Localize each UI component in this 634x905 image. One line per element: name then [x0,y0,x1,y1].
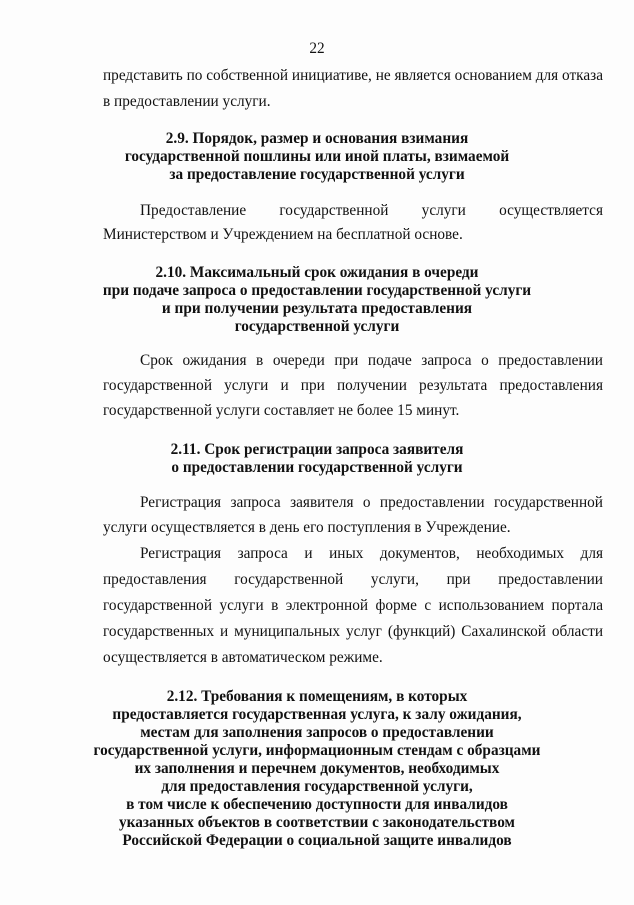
intro-line-1: представить по собственной инициативе, не является основанием для отказа [103,67,603,84]
section-2-10-heading-line-2: при подаче запроса о предоставлении государственной услуги [102,282,532,299]
section-2-11-para2-line-4: государственных и муниципальных услуг (функций) Сахалинской области [103,623,603,640]
section-2-12-heading-line-8: указанных объектов в соответствии с законодательством [119,814,515,831]
section-2-10-para-line-1: Срок ожидания в очереди при подаче запроса о предоставлении [140,352,603,369]
section-2-10-heading-line-3: и при получении результата предоставления [161,300,473,317]
section-2-11-heading-line-1: 2.11. Срок регистрации запроса заявителя [170,441,464,458]
section-2-9-para-line-1: Предоставление государственной услуги осуществляется [140,202,603,219]
section-2-11-para2-line-1: Регистрация запроса и иных документов, необходимых для [140,545,603,562]
section-2-11-para1-line-1: Регистрация запроса заявителя о предоставлении государственной [140,494,603,511]
section-2-10-para-line-2: государственной услуги и при получении результата предоставления [103,377,603,394]
section-2-9-heading-line-3: за предоставление государственной услуги [169,166,465,183]
intro-line-2: в предоставлении услуги. [103,93,271,110]
section-2-11-para2-line-2: предоставления государственной услуги, при предоставлении [103,571,603,588]
section-2-9-heading-line-1: 2.9. Порядок, размер и основания взимания [165,130,469,147]
section-2-12-heading-line-1: 2.12. Требования к помещениям, в которых [166,688,468,705]
section-2-9-heading-line-2: государственной пошлины или иной платы, взимаемой [124,148,510,165]
section-2-10-para-line-3: государственной услуги составляет не более 15 минут. [103,402,460,419]
section-2-12-heading-line-7: в том числе к обеспечению доступности для инвалидов [126,796,508,813]
section-2-12-heading-line-5: их заполнения и перечнем документов, необходимых [134,760,500,777]
section-2-10-heading-line-4: государственной услуги [234,318,400,335]
section-2-11-para2-line-5: осуществляется в автоматическом режиме. [103,649,383,666]
section-2-12-heading-line-2: предоставляется государственная услуга, к залу ожидания, [112,706,522,723]
section-2-11-heading-line-2: о предоставлении государственной услуги [171,459,463,476]
section-2-12-heading-line-4: государственной услуги, информационным стендам с образцами [93,742,541,759]
section-2-12-heading-line-3: местам для заполнения запросов о предоставлении [140,724,494,741]
section-2-9-para-line-2: Министерством и Учреждением на бесплатной основе. [103,226,463,243]
section-2-11-para2-line-3: государственной услуги в электронной форме с использованием портала [103,597,603,614]
section-2-11-para1-line-2: услуги осуществляется в день его поступления в Учреждение. [103,519,511,536]
section-2-12-heading-line-9: Российской Федерации о социальной защите инвалидов [122,832,512,849]
page-number: 22 [309,40,325,57]
section-2-10-heading-line-1: 2.10. Максимальный срок ожидания в очереди [155,264,479,281]
section-2-12-heading-line-6: для предоставления государственной услуги, [161,778,473,795]
